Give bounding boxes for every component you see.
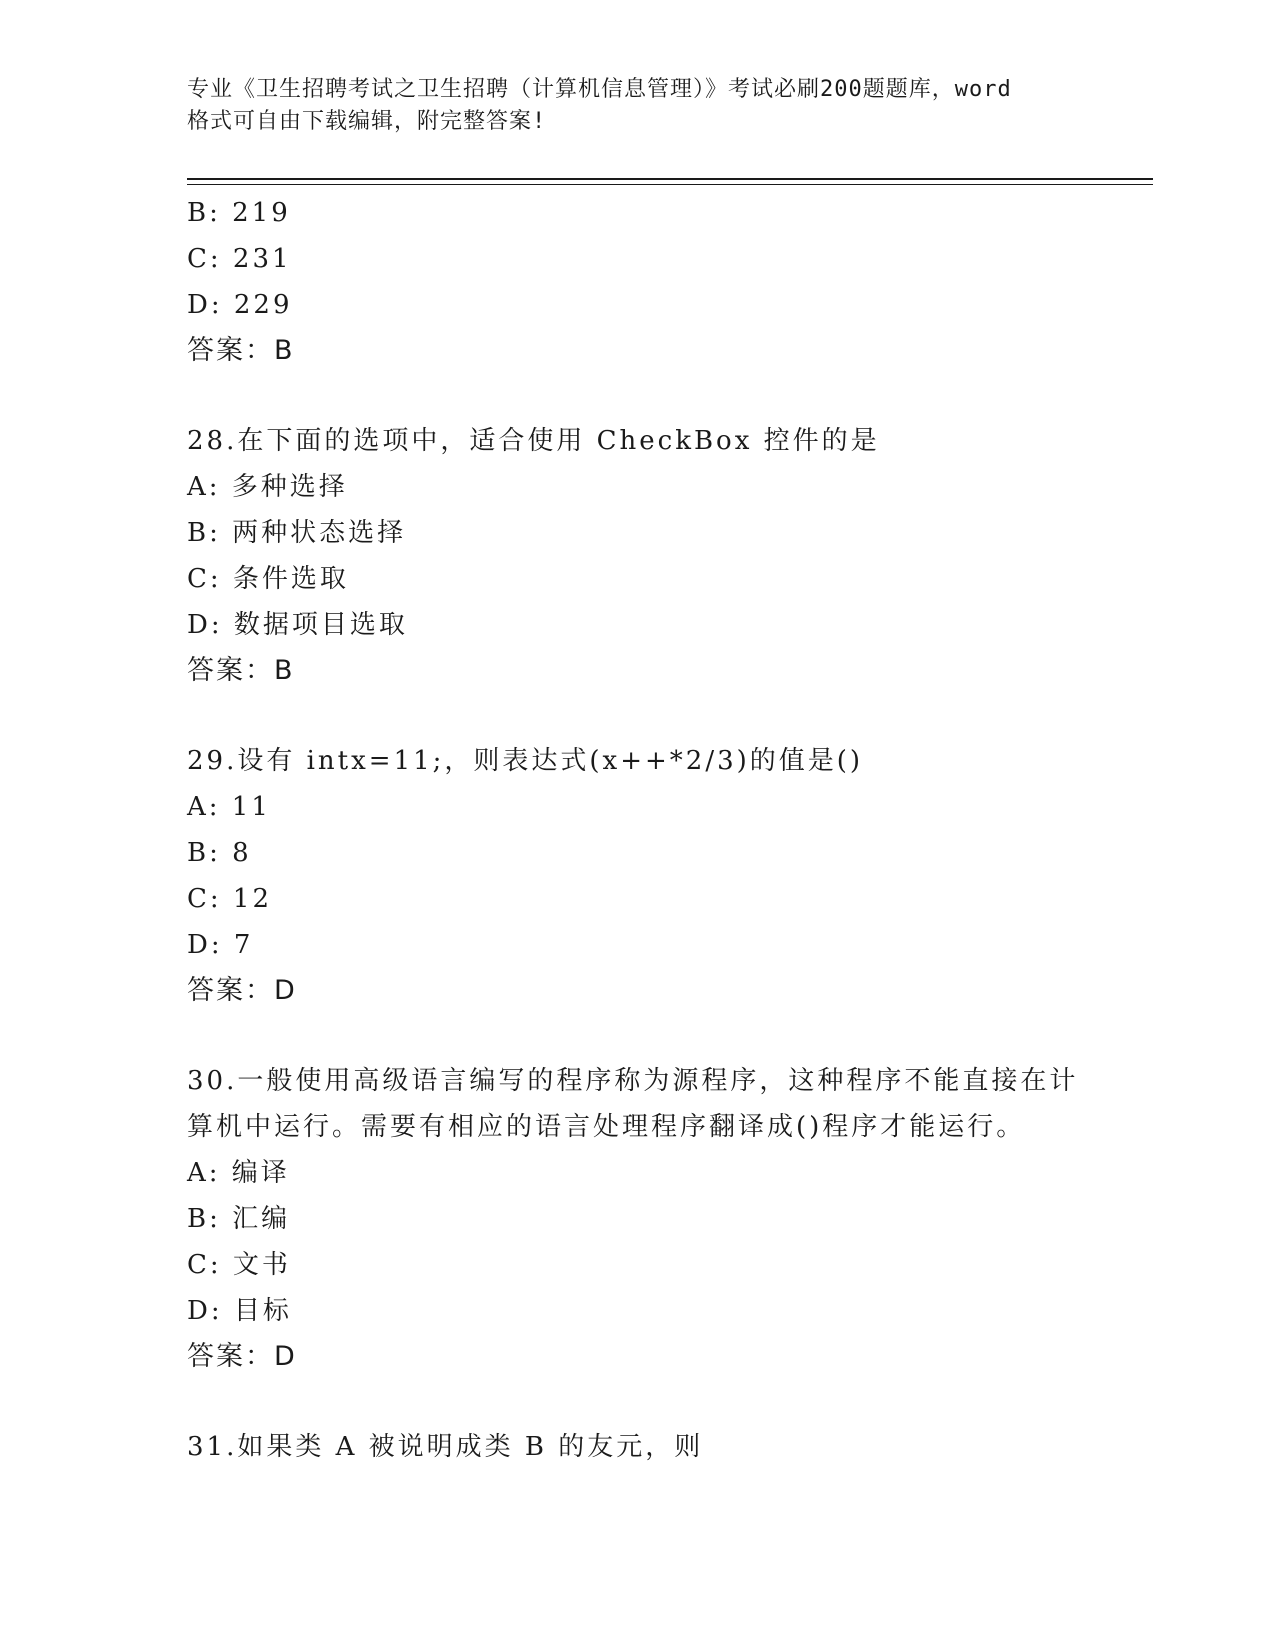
option-b: B: 两种状态选择 xyxy=(187,518,407,548)
question-31 xyxy=(187,1424,1153,1470)
header-divider-thick xyxy=(187,178,1153,180)
answer-label: 答案：D xyxy=(187,975,297,1006)
option-b: B: 汇编 xyxy=(187,1204,291,1234)
question-stem-line-2: 算机中运行。需要有相应的语言处理程序翻译成()程序才能运行。 xyxy=(187,1112,1026,1142)
option-d: D: 7 xyxy=(187,930,254,960)
header-line-2: 格式可自由下载编辑，附完整答案! xyxy=(187,109,547,134)
option-d: D: 目标 xyxy=(187,1296,292,1326)
question-29 xyxy=(187,738,1153,1014)
question-28 xyxy=(187,418,1153,694)
question-27-tail xyxy=(187,190,1153,374)
option-c: C: 231 xyxy=(187,244,292,274)
option-a: A: 多种选择 xyxy=(187,472,348,502)
answer-label: 答案：D xyxy=(187,1341,297,1372)
answer-label: 答案：B xyxy=(187,655,295,686)
option-b: B: 219 xyxy=(187,198,291,228)
option-d: D: 229 xyxy=(187,290,293,320)
option-d: D: 数据项目选取 xyxy=(187,610,408,640)
document-header xyxy=(187,74,1087,138)
option-c: C: 条件选取 xyxy=(187,564,349,594)
header-divider-thin xyxy=(187,184,1153,185)
header-line-1: 专业《卫生招聘考试之卫生招聘（计算机信息管理）》考试必刷200题题库，word xyxy=(187,77,1012,102)
question-30 xyxy=(187,1058,1153,1380)
question-stem: 28.在下面的选项中，适合使用 CheckBox 控件的是 xyxy=(187,426,880,456)
question-stem: 31.如果类 A 被说明成类 B 的友元，则 xyxy=(187,1432,704,1462)
question-list xyxy=(187,190,1153,1470)
option-a: A: 编译 xyxy=(187,1158,290,1188)
question-stem-line-1: 30.一般使用高级语言编写的程序称为源程序，这种程序不能直接在计 xyxy=(187,1066,1079,1096)
option-c: C: 文书 xyxy=(187,1250,291,1280)
option-a: A: 11 xyxy=(187,792,271,822)
option-b: B: 8 xyxy=(187,838,252,868)
option-c: C: 12 xyxy=(187,884,273,914)
question-stem: 29.设有 intx=11;，则表达式(x++*2/3)的值是() xyxy=(187,746,864,776)
answer-label: 答案：B xyxy=(187,335,295,366)
